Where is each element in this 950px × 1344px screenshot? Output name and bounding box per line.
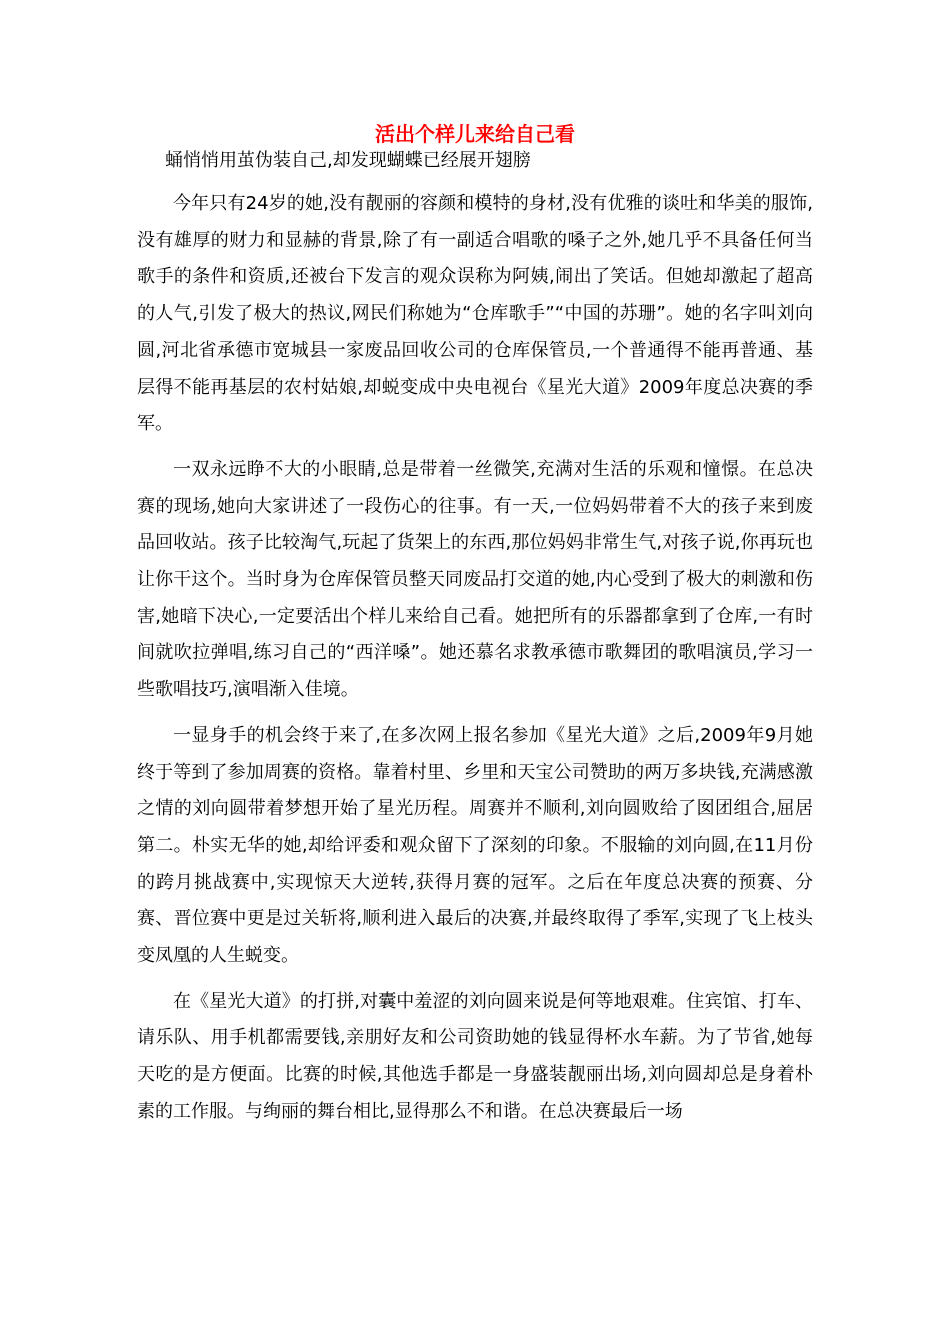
paragraph: 一显身手的机会终于来了,在多次网上报名参加《星光大道》之后,2009年9月她终于等到了参加周赛的资格。靠着村里、乡里和天宝公司赞助的两万多块钱,充满感激之情的刘向圆带着梦想开始了星光历程。周赛并不顺利,刘向圆败给了囡团组合,屈居第二。朴实无华的她,却给评委和观众留下了深刻的印象。不服输的刘向圆,在11月份的跨月挑战赛中,实现惊天大逆转,获得月赛的冠军。之后在年度总决赛的预赛、分赛、晋位赛中更是过关斩将,顺利进入最后的决赛,并最终取得了季军,实现了飞上枝头变凤凰的人生蜕变。 bbox=[137, 724, 813, 967]
paragraph: 一双永远睁不大的小眼睛,总是带着一丝微笑,充满对生活的乐观和憧憬。在总决赛的现场,她向大家讲述了一段伤心的往事。有一天,一位妈妈带着不大的孩子来到废品回收站。孩子比较淘气,玩起了货架上的东西,那位妈妈非常生气,对孩子说,你再玩也让你干这个。当时身为仓库保管员整天同废品打交道的她,内心受到了极大的刺激和伤害,她暗下决心,一定要活出个样儿来给自己看。她把所有的乐器都拿到了仓库,一有时间就吹拉弹唱,练习自己的“西洋嗓”。她还慕名求教承德市歌舞团的歌唱演员,学习一些歌唱技巧,演唱渐入佳境。 bbox=[137, 458, 813, 701]
document-title: 活出个样儿来给自己看 bbox=[375, 122, 575, 146]
paragraph: 在《星光大道》的打拼,对囊中羞涩的刘向圆来说是何等地艰难。住宾馆、打车、请乐队、用手机都需要钱,亲朋好友和公司资助她的钱显得杯水车薪。为了节省,她每天吃的是方便面。比赛的时候,其他选手都是一身盛装靓丽出场,刘向圆却总是身着朴素的工作服。与绚丽的舞台相比,显得那么不和谐。在总决赛最后一场 bbox=[137, 990, 813, 1122]
document-body bbox=[137, 144, 813, 1140]
document-subtitle: 蛹悄悄用茧伪装自己,却发现蝴蝶已经展开翅膀 bbox=[165, 150, 531, 171]
paragraph: 今年只有24岁的她,没有靓丽的容颜和模特的身材,没有优雅的谈吐和华美的服饰,没有雄厚的财力和显赫的背景,除了有一副适合唱歌的嗓子之外,她几乎不具备任何当歌手的条件和资质,还被台下发言的观众误称为阿姨,闹出了笑话。但她却激起了超高的人气,引发了极大的热议,网民们称她为“仓库歌手”“中国的苏珊”。她的名字叫刘向圆,河北省承德市宽城县一家废品回收公司的仓库保管员,一个普通得不能再普通、基层得不能再基层的农村姑娘,却蜕变成中央电视台《星光大道》2009年度总决赛的季军。 bbox=[137, 193, 813, 435]
